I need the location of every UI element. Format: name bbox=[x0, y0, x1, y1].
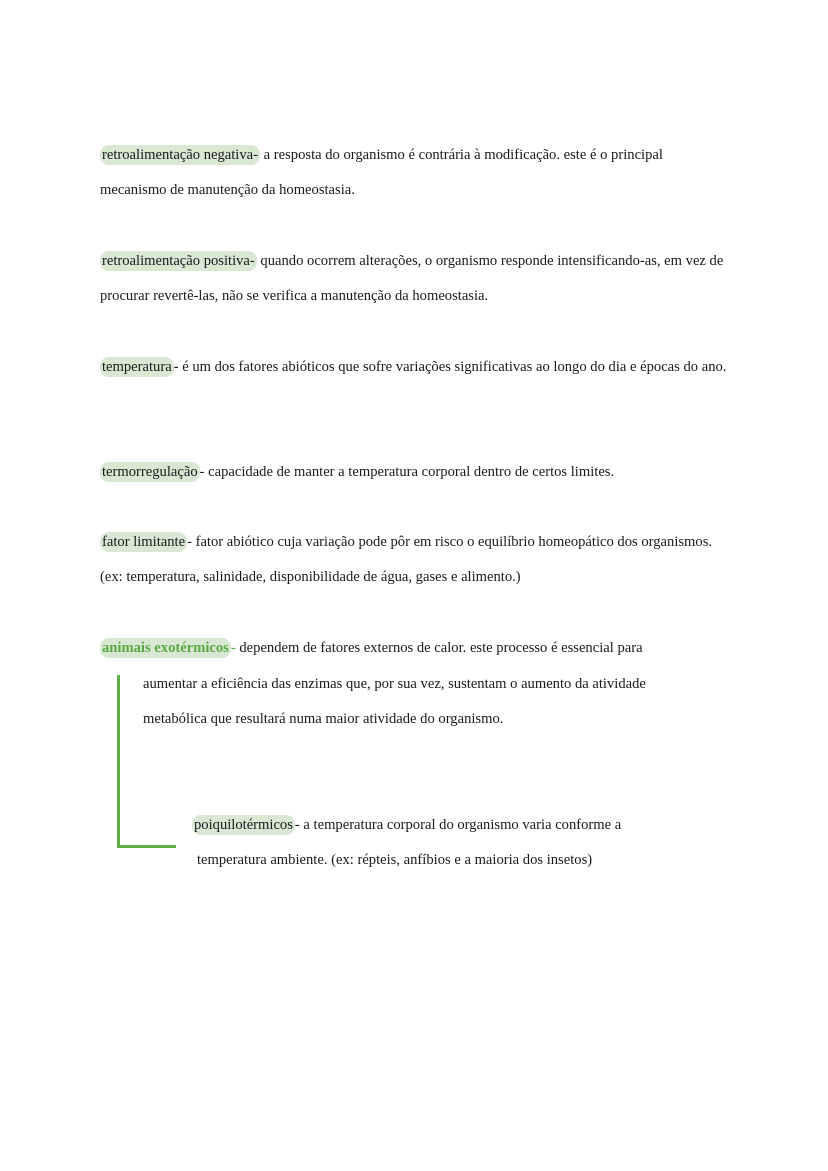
exothermic-line-2: aumentar a eficiência das enzimas que, por sua vez, sustentam o aumento da atividade bbox=[143, 676, 646, 692]
entry-temperatura bbox=[100, 350, 730, 385]
entry-termorregulacao bbox=[100, 455, 730, 490]
definition-text: - fator abiótico cuja variação pode pôr em risco o equilíbrio homeopático dos organismos. (ex: temperatura, salinidade, disponibilidade de água, gases e alimento.) bbox=[100, 534, 713, 585]
term-highlight: termorregulação bbox=[102, 464, 198, 480]
exothermic-line-3: metabólica que resultará numa maior atividade do organismo. bbox=[143, 711, 504, 727]
term-highlight: retroalimentação positiva- bbox=[102, 253, 255, 269]
poikilotherm-line-2: temperatura ambiente. (ex: répteis, anfíbios e a maioria dos insetos) bbox=[197, 852, 593, 868]
definition-text: - é um dos fatores abióticos que sofre variações significativas ao longo do dia e épocas do ano. bbox=[173, 359, 727, 375]
exothermic-line-1 bbox=[100, 638, 643, 658]
term-dash: - bbox=[230, 640, 236, 656]
entry-retroalimentacao-negativa bbox=[100, 138, 730, 208]
definition-text: quando ocorrem alterações, o organismo responde intensificando-as, em vez de procurar revertê-las, não se verifica a manutenção da homeostasia. bbox=[100, 253, 724, 304]
definition-text: a resposta do organismo é contrária à modificação. este é o principal mecanismo de manutenção da homeostasia. bbox=[100, 147, 663, 198]
entry-fator-limitante bbox=[100, 525, 730, 595]
definition-text: - a temperatura corporal do organismo varia conforme a bbox=[294, 817, 622, 833]
term-highlight: fator limitante bbox=[102, 534, 186, 550]
entry-retroalimentacao-positiva bbox=[100, 244, 730, 314]
term-highlight: poiquilotérmicos bbox=[194, 817, 293, 833]
definition-text: - capacidade de manter a temperatura corporal dentro de certos limites. bbox=[199, 464, 615, 480]
term-highlight: retroalimentação negativa- bbox=[102, 147, 258, 163]
term-highlight-green: animais exotérmicos bbox=[102, 640, 229, 656]
bracket-vertical bbox=[117, 675, 120, 847]
term-highlight: temperatura bbox=[102, 359, 172, 375]
definition-text: dependem de fatores externos de calor. este processo é essencial para bbox=[235, 640, 643, 656]
bracket-horizontal bbox=[117, 845, 176, 848]
poikilotherm-line-1 bbox=[192, 815, 621, 835]
